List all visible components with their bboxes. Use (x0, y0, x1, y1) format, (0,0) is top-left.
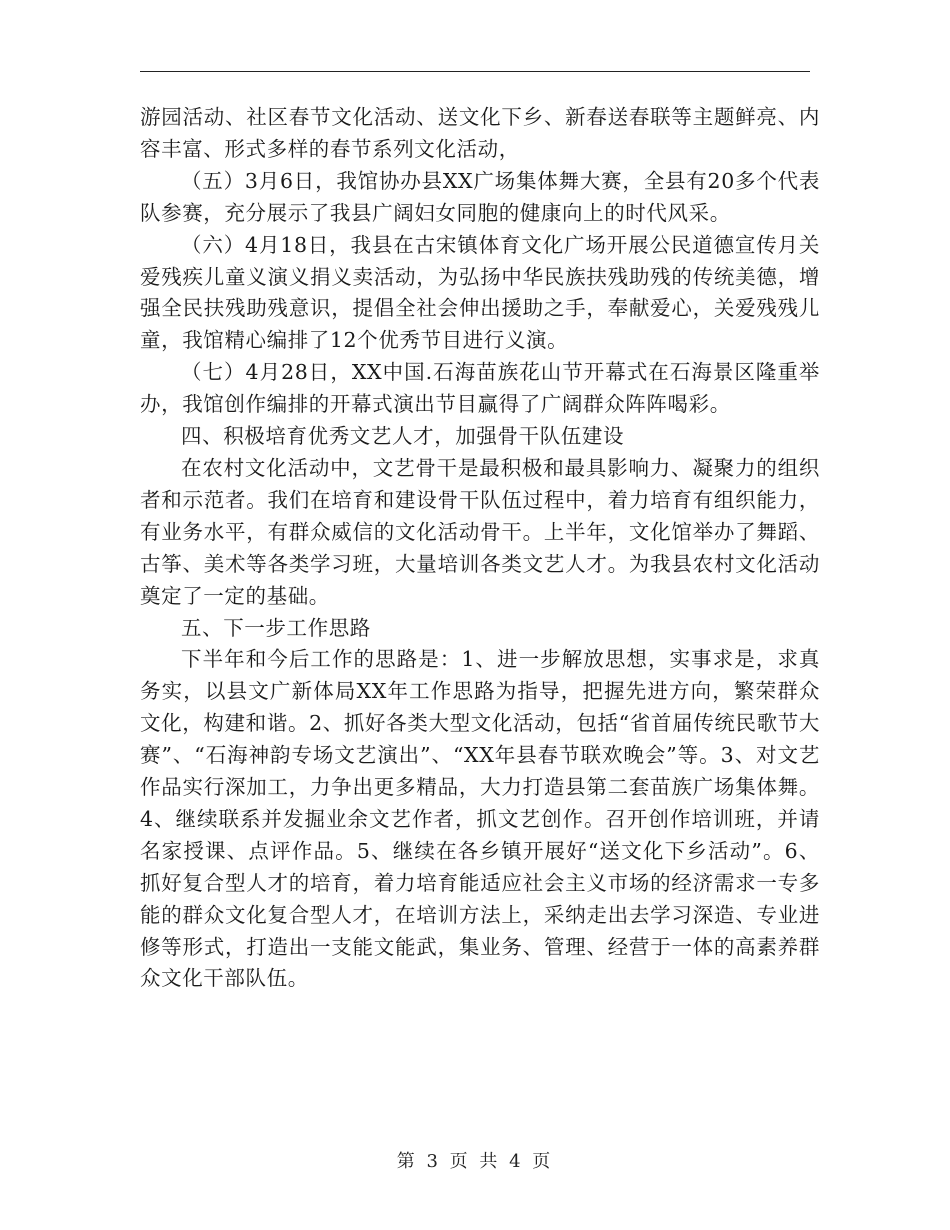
section-heading-5: 五、下一步工作思路 (181, 615, 371, 640)
section-heading-4: 四、积极培育优秀文艺人才，加强骨干队伍建设 (181, 424, 625, 449)
paragraph-talent-training: 在农村文化活动中，文艺骨干是最积极和最具影响力、凝聚力的组织者和示范者。我们在培育和建设骨干队伍过程中，着力培育有组织能力，有业务水平，有群众威信的文化活动骨干。上半年，文化馆举办了舞蹈、古筝、美术等各类学习班，大量培训各类文艺人才。为我县农村文化活动奠定了一定的基础。 (140, 455, 820, 608)
header-rule (140, 71, 810, 72)
paragraph-item-7: （七）4月28日，XX中国.石海苗族花山节开幕式在石海景区隆重举办，我馆创作编排的开幕式演出节目赢得了广阔群众阵阵喝彩。 (140, 360, 820, 417)
paragraph-item-6: （六）4月18日，我县在古宋镇体育文化广场开展公民道德宣传月关爱残疾儿童义演义捐义卖活动，为弘扬中华民族扶残助残的传统美德，增强全民扶残助残意识，提倡全社会伸出援助之手，奉献爱心，关爱残残儿童，我馆精心编排了12个优秀节目进行义演。 (140, 232, 820, 353)
paragraph-next-steps: 下半年和今后工作的思路是：1、进一步解放思想，实事求是，求真务实，以县文广新体局XX年工作思路为指导，把握先进方向，繁荣群众文化，构建和谐。2、抓好各类大型文化活动，包括“省首届传统民歌节大赛”、“石海神韵专场文艺演出”、“XX年县春节联欢晚会”等。3、对文艺作品实行深加工，力争出更多精品，大力打造县第二套苗族广场集体舞。4、继续联系并发掘业余文艺作者，抓文艺创作。召开创作培训班，并请名家授课、点评作品。5、继续在各乡镇开展好“送文化下乡活动”。6、抓好复合型人才的培育，着力培育能适应社会主义市场的经济需求一专多能的群众文化复合型人才，在培训方法上，采纳走出去学习深造、专业进修等形式，打造出一支能文能武，集业务、管理、经营于一体的高素养群众文化干部队伍。 (140, 647, 820, 991)
document-body (140, 102, 820, 995)
page-number-footer: 第 3 页 共 4 页 (396, 1151, 554, 1172)
paragraph-item-5: （五）3月6日，我馆协办县XX广场集体舞大赛，全县有20多个代表队参赛，充分展示了我县广阔妇女同胞的健康向上的时代风采。 (140, 168, 820, 225)
paragraph-continuation: 游园活动、社区春节文化活动、送文化下乡、新春送春联等主题鲜亮、内容丰富、形式多样的春节系列文化活动， (140, 105, 820, 161)
